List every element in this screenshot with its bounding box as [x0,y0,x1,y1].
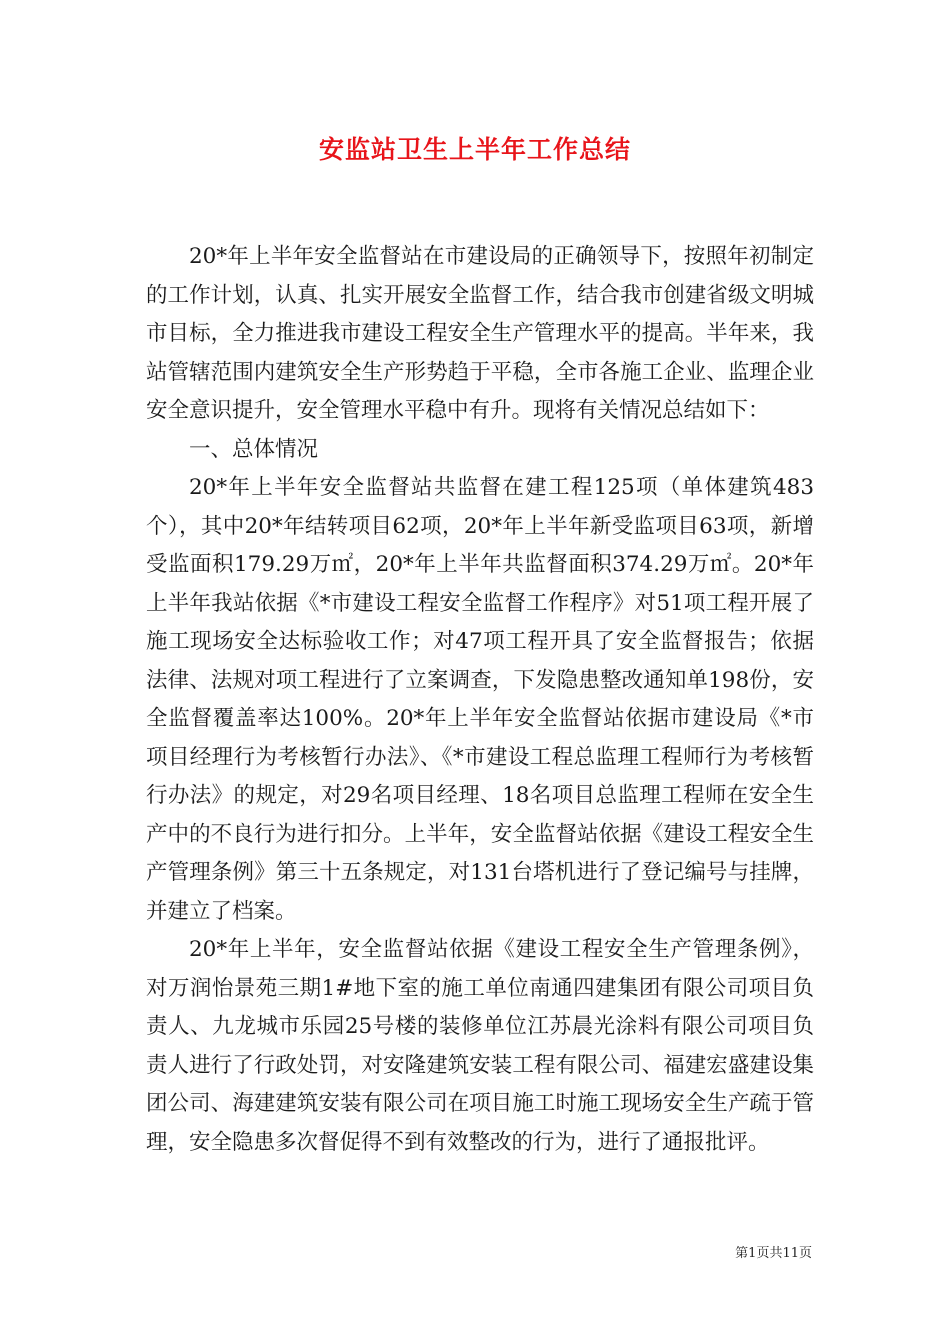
page-number-footer [0,1245,812,1263]
page-number-label: 第1页共11页 [735,1246,812,1261]
document-body [146,238,814,1162]
section-heading-overview: 一、总体情况 [189,436,319,462]
penalty-paragraph: 20*年上半年，安全监督站依据《建设工程安全生产管理条例》，对万润怡景苑三期1#地下室的施工单位南通四建集团有限公司项目负责人、九龙城市乐园25号楼的装修单位江苏晨光涂料有限公司项目负责人进行了行政处罚，对安隆建筑安装工程有限公司、福建宏盛建设集团公司、海建建筑安装有限公司在项目施工时施工现场安全生产疏于管理，安全隐患多次督促得不到有效整改的行为，进行了通报批评。 [146,937,814,1155]
document-title: 安监站卫生上半年工作总结 [318,135,631,164]
overview-paragraph: 20*年上半年安全监督站共监督在建工程125项（单体建筑483个），其中20*年结转项目62项，20*年上半年新受监项目63项，新增受监面积179.29万㎡，20*年上半年共监督面积374.29万㎡。20*年上半年我站依据《*市建设工程安全监督工作程序》对51项工程开展了施工现场安全达标验收工作；对47项工程开具了安全监督报告；依据法律、法规对项工程进行了立案调查，下发隐患整改通知单198份，安全监督覆盖率达100%。20*年上半年安全监督站依据市建设局《*市项目经理行为考核暂行办法》、《*市建设工程总监理工程师行为考核暂行办法》的规定，对29名项目经理、18名项目总监理工程师在安全生产中的不良行为进行扣分。上半年，安全监督站依据《建设工程安全生产管理条例》第三十五条规定，对131台塔机进行了登记编号与挂牌，并建立了档案。 [146,475,814,924]
intro-paragraph: 20*年上半年安全监督站在市建设局的正确领导下，按照年初制定的工作计划，认真、扎实开展安全监督工作，结合我市创建省级文明城市目标，全力推进我市建设工程安全生产管理水平的提高。半年来，我站管辖范围内建筑安全生产形势趋于平稳，全市各施工企业、监理企业安全意识提升，安全管理水平稳中有升。现将有关情况总结如下： [146,244,814,423]
